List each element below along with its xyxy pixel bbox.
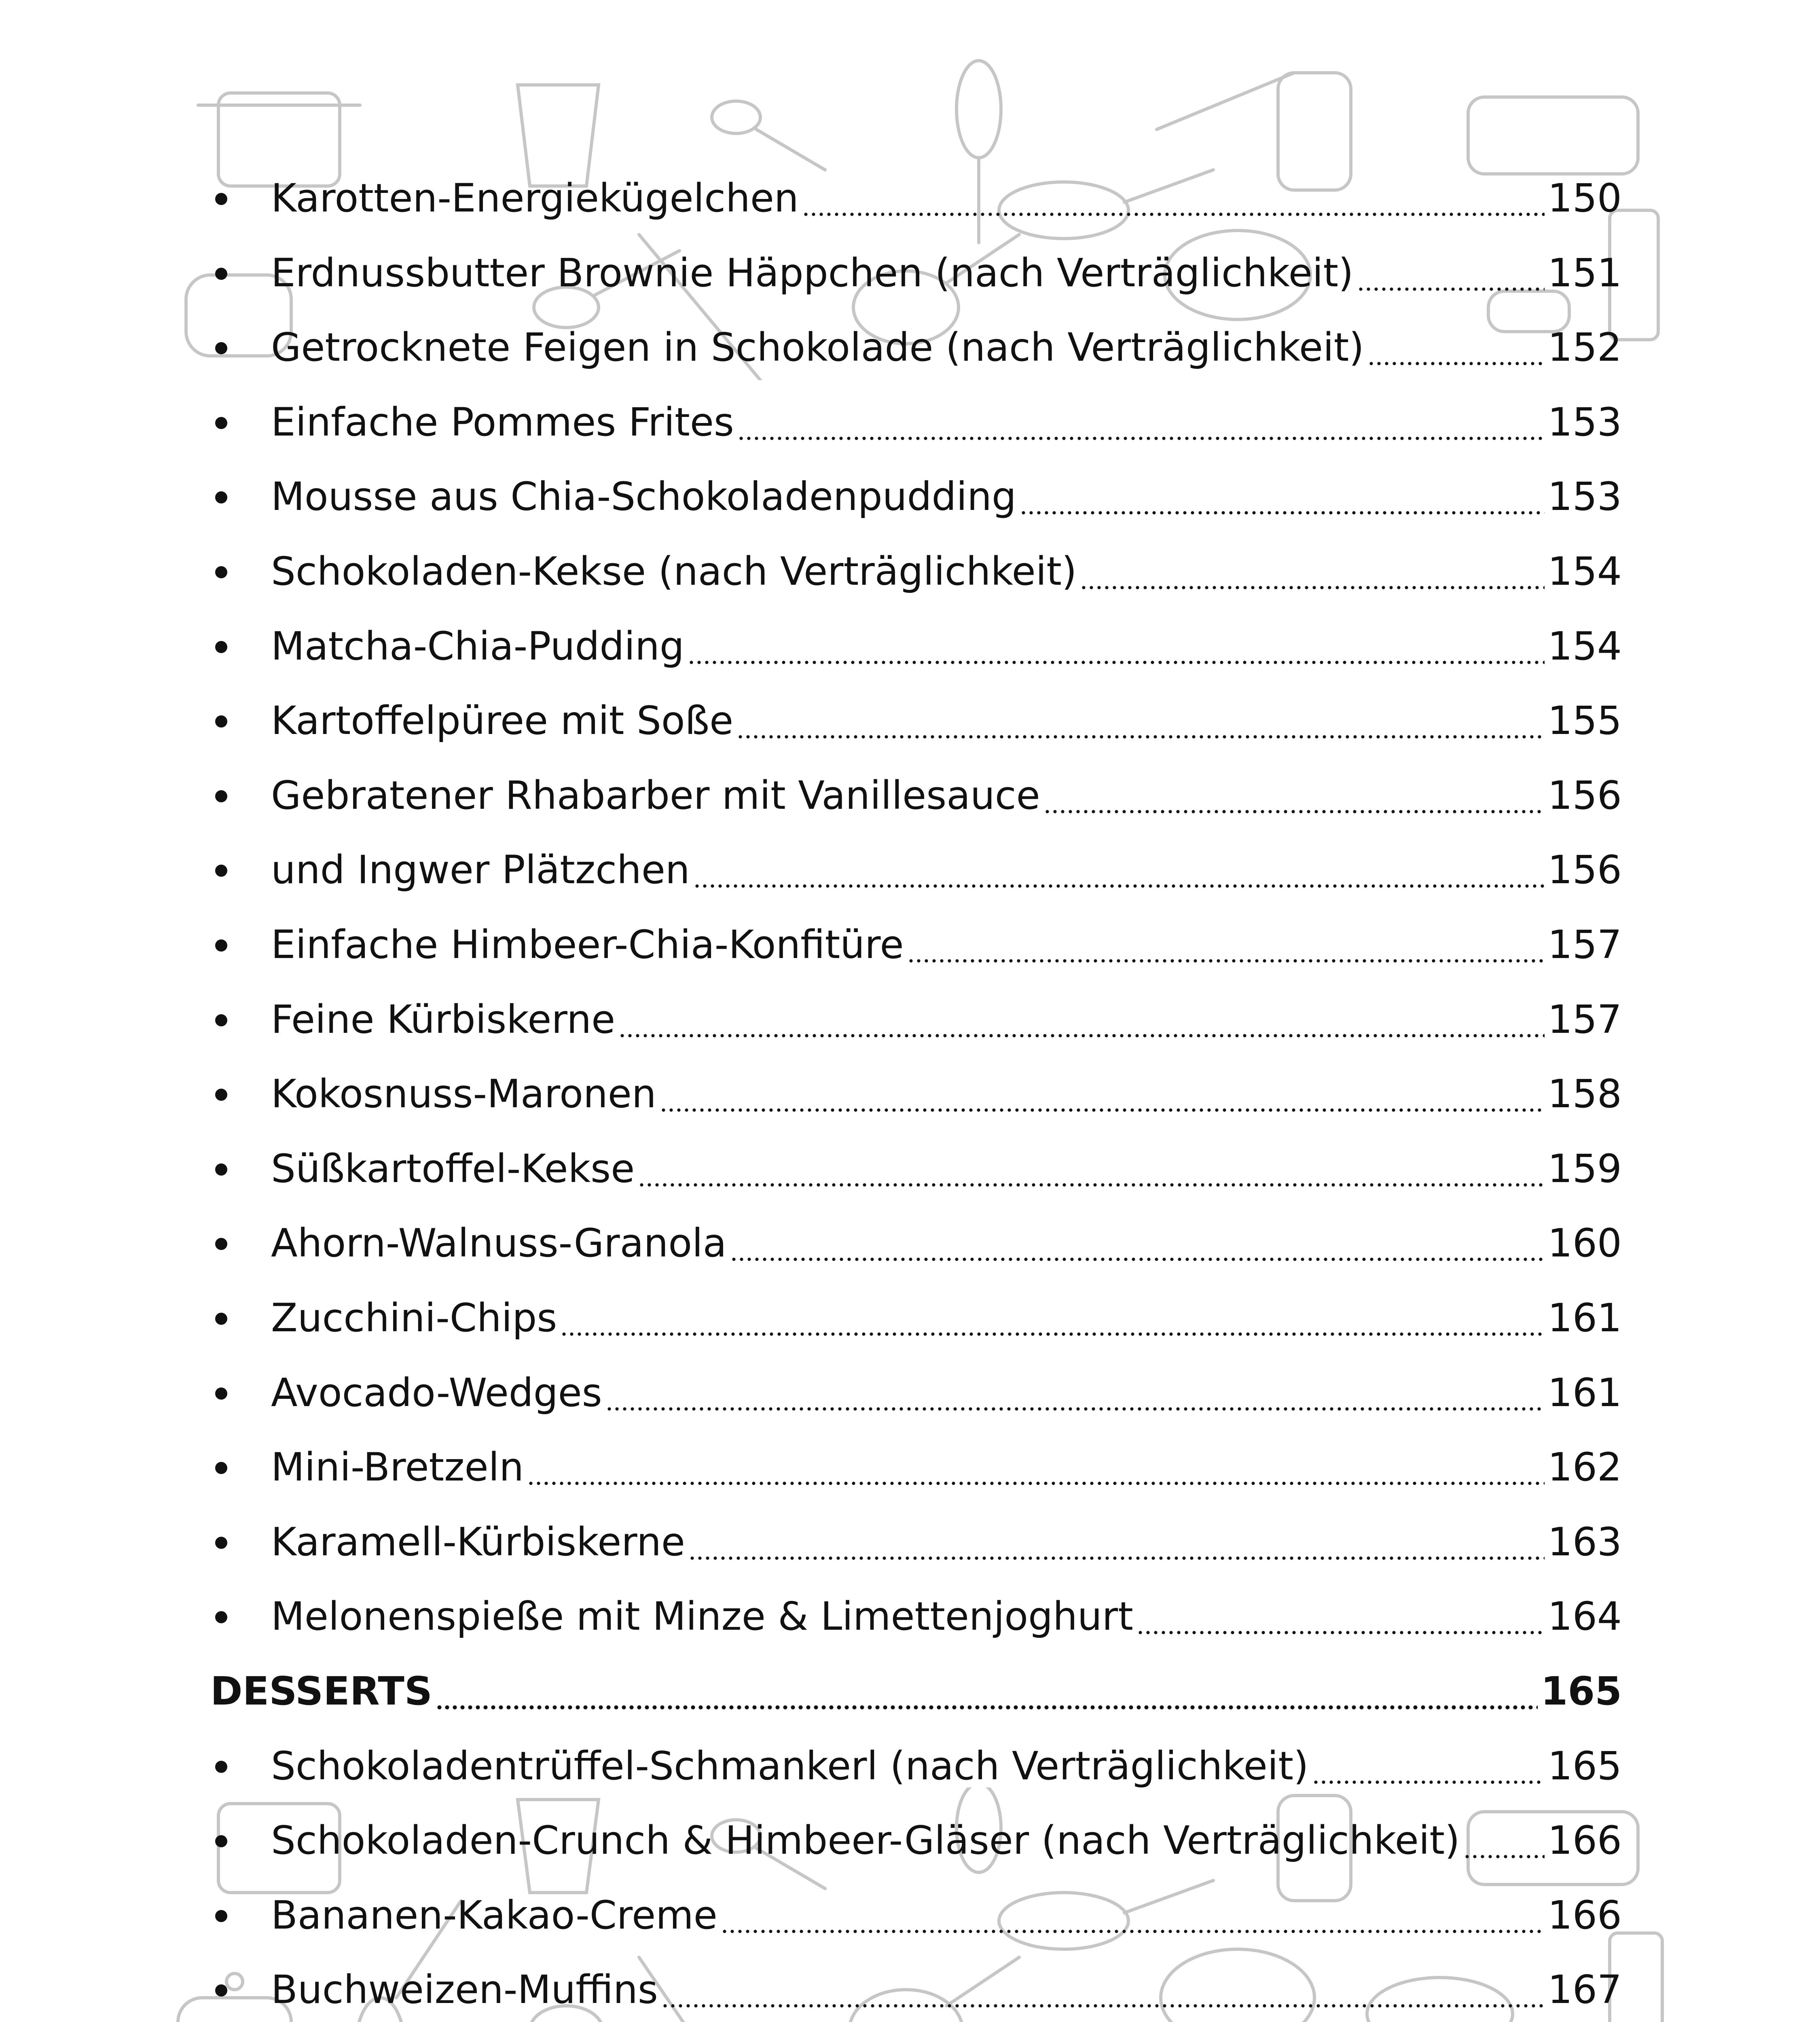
bullet-icon	[210, 840, 271, 900]
toc-entry-title: Zucchini-Chips	[271, 1295, 557, 1341]
toc-page-number: 157	[1547, 922, 1622, 967]
dot-leader	[730, 1213, 1545, 1273]
bullet-icon	[210, 168, 271, 228]
toc-entry-title: Schokoladen-Kekse (nach Verträglichkeit)	[271, 549, 1077, 594]
toc-page-number: 159	[1547, 1146, 1622, 1191]
toc-entry-title: Süßkartoffel-Kekse	[271, 1146, 635, 1191]
toc-entry-title: Kokosnuss-Maronen	[271, 1071, 656, 1117]
toc-entry-title: Schokoladen-Crunch & Himbeer-Gläser (nach Verträglichkeit)	[271, 1818, 1460, 1863]
toc-page-number: 164	[1547, 1594, 1622, 1639]
bullet-icon	[210, 1064, 271, 1124]
toc-page-number: 150	[1547, 176, 1622, 221]
toc-entry[interactable]	[210, 1736, 1622, 1796]
bullet-icon	[210, 1362, 271, 1423]
toc-page-number: 151	[1547, 250, 1622, 296]
toc-page-number: 158	[1547, 1071, 1622, 1117]
dot-leader	[638, 1138, 1545, 1199]
toc-entry[interactable]	[210, 168, 1622, 228]
toc-entry-title: Schokoladentrüffel-Schmankerl (nach Verträglichkeit)	[271, 1743, 1309, 1789]
toc-entry-title: Einfache Pommes Frites	[271, 399, 734, 445]
dot-leader	[1080, 541, 1544, 602]
dot-leader	[1312, 1736, 1545, 1796]
toc-entry[interactable]	[210, 1437, 1622, 1497]
toc-page-number: 154	[1547, 549, 1622, 594]
dot-leader	[721, 1885, 1545, 1946]
toc-entry[interactable]	[210, 914, 1622, 975]
toc-section-heading[interactable]	[210, 1661, 1622, 1722]
bullet-icon	[210, 1213, 271, 1273]
bullet-icon	[210, 392, 271, 453]
toc-entry[interactable]	[210, 466, 1622, 527]
dot-leader	[1367, 317, 1545, 378]
dot-leader	[436, 1661, 1538, 1722]
dot-leader	[661, 1959, 1545, 2020]
bullet-icon	[210, 1512, 271, 1572]
toc-page-number: 152	[1547, 325, 1622, 370]
bullet-icon	[210, 616, 271, 677]
dot-leader	[688, 616, 1545, 677]
toc-entry[interactable]	[210, 1138, 1622, 1199]
toc-entry[interactable]	[210, 541, 1622, 602]
bullet-icon	[210, 1288, 271, 1348]
toc-entry-title: und Ingwer Plätzchen	[271, 847, 690, 893]
toc-entry-title: Ahorn-Walnuss-Granola	[271, 1220, 727, 1266]
toc-entry[interactable]	[210, 1288, 1622, 1348]
toc-entry-title: Avocado-Wedges	[271, 1370, 602, 1415]
dot-leader	[688, 1512, 1545, 1572]
toc-page-number: 157	[1547, 996, 1622, 1042]
bullet-icon	[210, 1885, 271, 1946]
dot-leader	[618, 989, 1545, 1050]
toc-entry[interactable]	[210, 1512, 1622, 1572]
toc-entry[interactable]	[210, 1213, 1622, 1273]
toc-entry[interactable]	[210, 840, 1622, 900]
toc-page-number: 167	[1547, 1967, 1622, 2013]
toc-entry[interactable]	[210, 1810, 1622, 1871]
toc-entry-title: Kartoffelpüree mit Soße	[271, 698, 734, 744]
bullet-icon	[210, 243, 271, 303]
dot-leader	[527, 1437, 1545, 1497]
dot-leader	[1043, 765, 1545, 826]
toc-entry[interactable]	[210, 317, 1622, 378]
toc-entry[interactable]	[210, 765, 1622, 826]
toc-entry-title: Bananen-Kakao-Creme	[271, 1892, 717, 1938]
bullet-icon	[210, 1959, 271, 2020]
dot-leader	[1357, 243, 1545, 303]
toc-entry[interactable]	[210, 1586, 1622, 1647]
toc-page-number: 163	[1547, 1519, 1622, 1565]
toc-entry-title: Einfache Himbeer-Chia-Konfitüre	[271, 922, 904, 967]
toc-entry-title: Mousse aus Chia-Schokoladenpudding	[271, 474, 1016, 520]
bullet-icon	[210, 541, 271, 602]
toc-page-number: 162	[1547, 1445, 1622, 1490]
dot-leader	[560, 1288, 1544, 1348]
bullet-icon	[210, 1736, 271, 1796]
toc-page-number: 161	[1547, 1295, 1622, 1341]
dot-leader	[660, 1064, 1545, 1124]
bullet-icon	[210, 317, 271, 378]
toc-entry[interactable]	[210, 1362, 1622, 1423]
toc-entry-title: Getrocknete Feigen in Schokolade (nach Verträglichkeit)	[271, 325, 1364, 370]
toc-entry-title: Feine Kürbiskerne	[271, 996, 616, 1042]
toc-entry-title: DESSERTS	[210, 1669, 433, 1714]
toc-entry-title: Karamell-Kürbiskerne	[271, 1519, 685, 1565]
toc-entry[interactable]	[210, 1064, 1622, 1124]
toc-page-number: 161	[1547, 1370, 1622, 1415]
toc-page-number: 154	[1547, 623, 1622, 669]
toc-page-number: 165	[1541, 1669, 1622, 1714]
toc-page-number: 153	[1547, 474, 1622, 520]
dot-leader	[693, 840, 1545, 900]
dot-leader	[802, 168, 1545, 228]
bullet-icon	[210, 765, 271, 826]
dot-leader	[736, 690, 1545, 751]
dot-leader	[1136, 1586, 1545, 1647]
toc-entry-title: Buchweizen-Muffins	[271, 1967, 658, 2013]
toc-entry-title: Melonenspieße mit Minze & Limettenjoghurt	[271, 1594, 1133, 1639]
toc-entry-title: Gebratener Rhabarber mit Vanillesauce	[271, 772, 1040, 818]
toc-page-number: 156	[1547, 772, 1622, 818]
bullet-icon	[210, 914, 271, 975]
toc-entry-title: Mini-Bretzeln	[271, 1445, 524, 1490]
dot-leader	[907, 914, 1545, 975]
toc-page-number: 166	[1547, 1892, 1622, 1938]
toc-entry[interactable]	[210, 243, 1622, 303]
dot-leader	[1020, 466, 1545, 527]
bullet-icon	[210, 690, 271, 751]
dot-leader	[605, 1362, 1545, 1423]
toc-page-number: 160	[1547, 1220, 1622, 1266]
bullet-icon	[210, 466, 271, 527]
dot-leader	[737, 392, 1545, 453]
toc-page-number: 156	[1547, 847, 1622, 893]
toc-entry[interactable]	[210, 392, 1622, 453]
bullet-icon	[210, 1810, 271, 1871]
toc-entry[interactable]	[210, 1959, 1622, 2020]
toc-entry-title: Erdnussbutter Brownie Häppchen (nach Verträglichkeit)	[271, 250, 1354, 296]
bullet-icon	[210, 1437, 271, 1497]
toc-entry-title: Matcha-Chia-Pudding	[271, 623, 684, 669]
toc-entry[interactable]	[210, 989, 1622, 1050]
toc-page-number: 165	[1547, 1743, 1622, 1789]
toc-page-number: 153	[1547, 399, 1622, 445]
bullet-icon	[210, 1586, 271, 1647]
toc-entry-title: Karotten-Energiekügelchen	[271, 176, 799, 221]
toc-entry[interactable]	[210, 616, 1622, 677]
toc-entry[interactable]	[210, 690, 1622, 751]
dot-leader	[1463, 1810, 1545, 1871]
toc-page-number: 166	[1547, 1818, 1622, 1863]
bullet-icon	[210, 1138, 271, 1199]
bullet-icon	[210, 989, 271, 1050]
toc-page-number: 155	[1547, 698, 1622, 744]
toc-entry[interactable]	[210, 1885, 1622, 1946]
